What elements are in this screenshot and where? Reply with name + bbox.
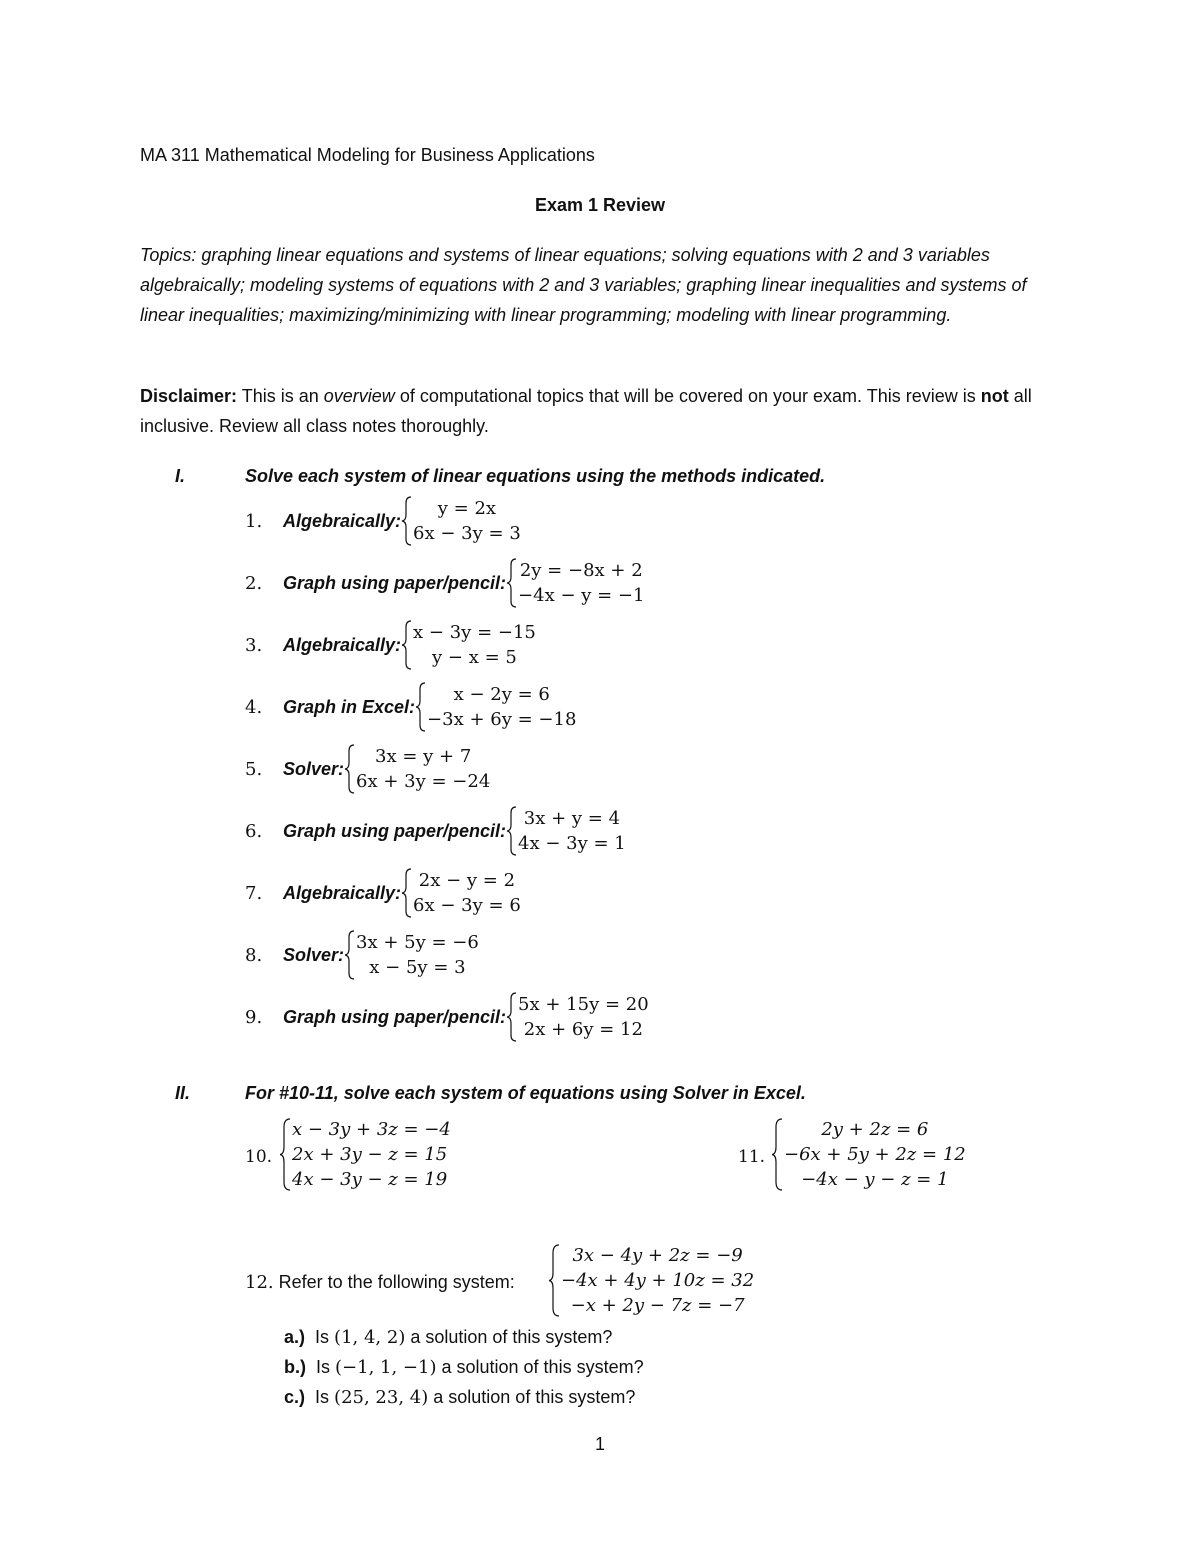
problem-number: 9. — [245, 1006, 263, 1028]
exam-title: Exam 1 Review — [534, 195, 666, 215]
equation: 2x + 3y − z = 15 — [292, 1144, 448, 1165]
brace-icon — [506, 805, 518, 857]
brace-icon — [415, 681, 427, 733]
section-1-numeral: I. — [175, 466, 186, 486]
brace-icon — [344, 743, 356, 795]
problem-8 — [245, 929, 479, 981]
problem-number: 8. — [245, 944, 263, 966]
disclaimer-emphasis: not — [980, 386, 1009, 406]
equation-system-12 — [549, 1243, 754, 1318]
disclaimer-text: all inclusive. Review all class notes thoroughly. — [140, 386, 1032, 436]
problem-5 — [245, 743, 490, 795]
equation: −x + 2y − 7z = −7 — [570, 1295, 745, 1316]
problem-9 — [245, 991, 649, 1043]
problem-prompt: Refer to the following system: — [278, 1272, 515, 1292]
course-title: MA 311 Mathematical Modeling for Business Applications — [140, 145, 595, 165]
brace-icon — [401, 867, 413, 919]
problem-number: 11. — [738, 1147, 766, 1167]
problem-6 — [245, 805, 626, 857]
equation: x − 3y = −15 — [413, 622, 536, 643]
equation: −6x + 5y + 2z = 12 — [784, 1144, 966, 1165]
problem-4 — [245, 681, 576, 733]
method-label: Solver: — [283, 944, 345, 965]
equation: 6x − 3y = 6 — [413, 895, 521, 916]
subpart-c — [284, 1387, 635, 1408]
equation: 3x − 4y + 2z = −9 — [572, 1245, 743, 1266]
section-1-heading: Solve each system of linear equations using the methods indicated. — [245, 466, 826, 486]
method-label: Graph in Excel: — [283, 696, 416, 717]
equation: −3x + 6y = −18 — [427, 709, 577, 730]
problem-1 — [245, 495, 521, 547]
equation: 2x − y = 2 — [418, 870, 516, 891]
method-label: Graph using paper/pencil: — [283, 820, 507, 841]
subpart-text: Is — [316, 1357, 336, 1377]
point-coordinates: (−1, 1, −1) — [335, 1357, 437, 1378]
equation: 5x + 15y = 20 — [518, 994, 649, 1015]
disclaimer-paragraph — [140, 381, 1060, 441]
brace-icon — [344, 929, 356, 981]
subpart-a — [284, 1327, 612, 1348]
equation: x − 3y + 3z = −4 — [292, 1119, 451, 1140]
page-number: 1 — [594, 1434, 605, 1454]
equation: y − x = 5 — [432, 647, 517, 668]
problem-number: 5. — [245, 758, 263, 780]
subpart-label: c.) — [284, 1387, 306, 1407]
equation: 2y = −8x + 2 — [519, 560, 643, 581]
disclaimer-text: This is an — [237, 386, 324, 406]
subpart-label: b.) — [284, 1357, 306, 1377]
method-label: Algebraically: — [283, 882, 402, 903]
subpart-b — [284, 1357, 644, 1378]
equation: −4x − y = −1 — [518, 585, 645, 606]
subpart-label: a.) — [284, 1327, 306, 1347]
subpart-text: a solution of this system? — [405, 1327, 613, 1347]
equation: x − 5y = 3 — [369, 957, 466, 978]
method-label: Graph using paper/pencil: — [283, 1006, 507, 1027]
point-coordinates: (1, 4, 2) — [334, 1327, 406, 1348]
problem-number: 2. — [245, 572, 263, 594]
equation: x − 2y = 6 — [453, 684, 550, 705]
problem-2 — [245, 557, 644, 609]
brace-icon — [506, 557, 518, 609]
problem-number: 6. — [245, 820, 263, 842]
disclaimer-text: of computational topics that will be covered on your exam. This review is — [394, 386, 981, 406]
equation: 2x + 6y = 12 — [523, 1019, 643, 1040]
equation-system-10 — [280, 1117, 451, 1192]
disclaimer-label: Disclaimer: — [140, 386, 238, 406]
equation: 4x − 3y − z = 19 — [292, 1169, 448, 1190]
equation: 3x + 5y = −6 — [356, 932, 479, 953]
problem-number: 4. — [245, 696, 263, 718]
equation: 3x + y = 4 — [523, 808, 621, 829]
brace-icon — [772, 1117, 784, 1192]
equation: 6x + 3y = −24 — [356, 771, 491, 792]
point-coordinates: (25, 23, 4) — [334, 1387, 429, 1408]
section-2-heading: For #10-11, solve each system of equations using Solver in Excel. — [245, 1083, 806, 1103]
equation: y = 2x — [437, 498, 497, 519]
equation: 4x − 3y = 1 — [518, 833, 626, 854]
method-label: Algebraically: — [283, 634, 402, 655]
subpart-text: Is — [315, 1387, 335, 1407]
section-2-numeral: II. — [175, 1083, 191, 1103]
method-label: Graph using paper/pencil: — [283, 572, 507, 593]
problem-number: 12. — [245, 1272, 274, 1293]
equation: −4x − y − z = 1 — [801, 1169, 949, 1190]
problem-number: 3. — [245, 634, 263, 656]
brace-icon — [401, 619, 413, 671]
subpart-text: a solution of this system? — [428, 1387, 636, 1407]
disclaimer-emphasis: overview — [323, 386, 395, 406]
brace-icon — [280, 1117, 292, 1192]
problem-number: 1. — [245, 510, 263, 532]
method-label: Solver: — [283, 758, 345, 779]
equation-system-11 — [772, 1117, 966, 1192]
equation: 6x − 3y = 3 — [413, 523, 521, 544]
equation: −4x + 4y + 10z = 32 — [561, 1270, 755, 1291]
problem-number: 10. — [245, 1147, 273, 1167]
brace-icon — [549, 1243, 561, 1318]
topics-paragraph: Topics: graphing linear equations and systems of linear equations; solving equations with 2 and 3 variables algebraically; modeling systems of equations with 2 and 3 variables; graphing linear inequalities and systems of linear inequalities; maximizing/minimizing with linear programming; modeling with linear programming. — [140, 245, 1027, 325]
brace-icon — [401, 495, 413, 547]
subpart-text: a solution of this system? — [436, 1357, 644, 1377]
equation: 3x = y + 7 — [375, 746, 472, 767]
subpart-text: Is — [315, 1327, 335, 1347]
problem-number: 7. — [245, 882, 263, 904]
method-label: Algebraically: — [283, 510, 402, 531]
problem-7 — [245, 867, 521, 919]
brace-icon — [506, 991, 518, 1043]
problem-3 — [245, 619, 536, 671]
problem-12-prompt — [245, 1272, 515, 1293]
equation: 2y + 2z = 6 — [821, 1119, 929, 1140]
